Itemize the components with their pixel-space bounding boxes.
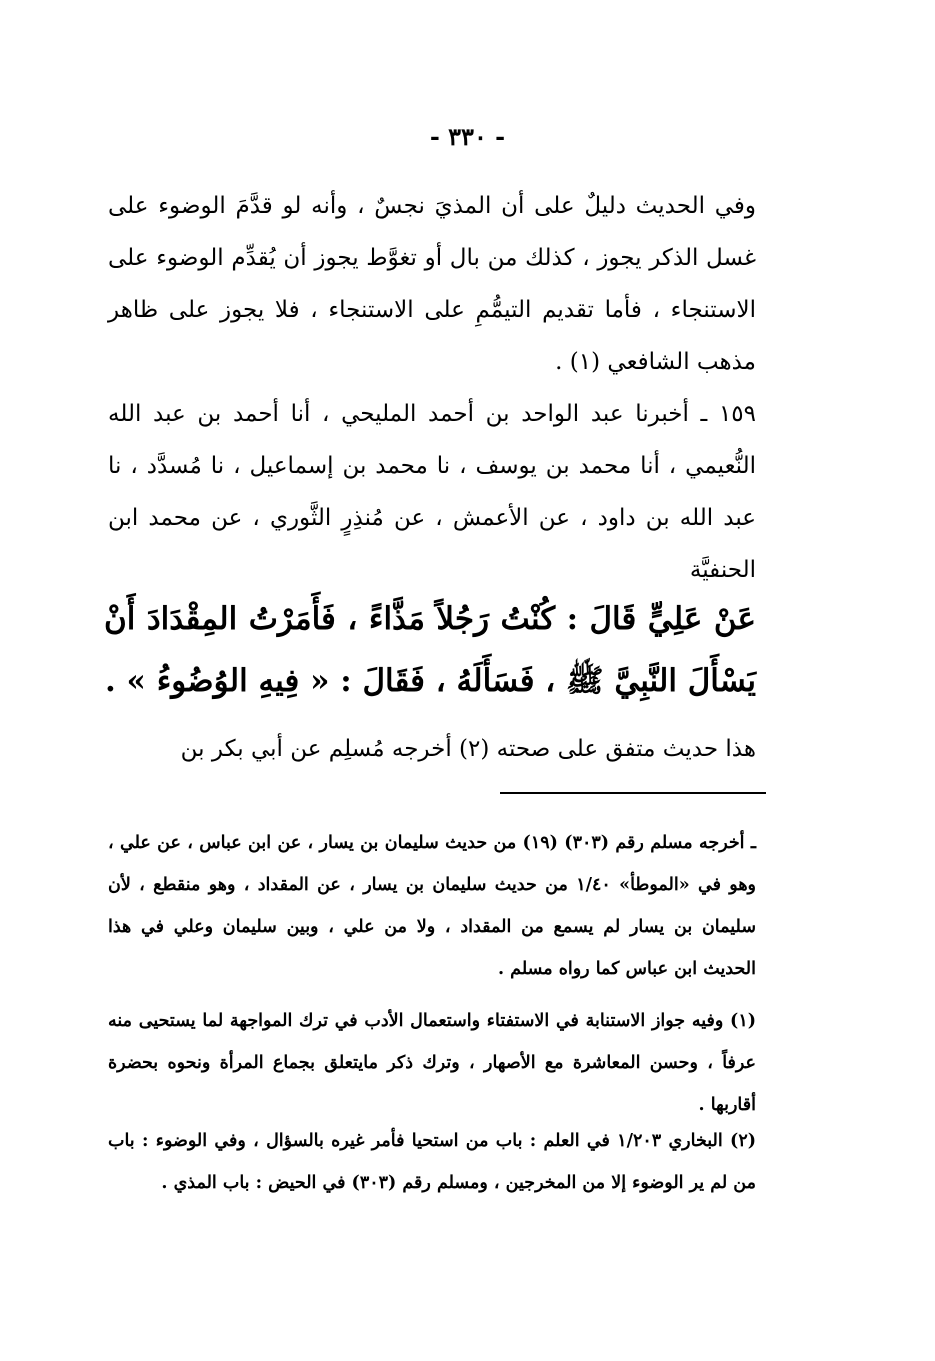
footnote-separator [500,792,766,794]
page-number: - ٣٣٠ - [429,122,506,151]
footnote-hadith-source: ـ أخرجه مسلم رقم (٣٠٣) (١٩) من حديث سليمان بن يسار ، عن ابن عباس ، عن علي ، وهو في «الموطأ» ١/٤٠ من حديث سليمان بن يسار ، عن المقداد ، وهو منقطع ، لأن سليمان بن يسار لم يسمع من المقداد ، ولا من علي ، وبين سليمان وعلي في هذا الحديث ابن عباس كما رواه مسلم . [108,833,757,979]
footnote-1: (١) وفيه جواز الاستنابة في الاستفتاء واستعمال الأدب في ترك المواجهة لما يستحيى منه عرفاً ، وحسن المعاشرة مع الأصهار ، وترك ذكر مايتعلق بجماع المرأة ونحوه بحضرة أقاربها . [108,1011,756,1115]
hadith-text: عَنْ عَلِيٍّ قَالَ : كُنْتُ رَجُلاً مَذَّاءً ، فَأَمَرْتُ المِقْدَادَ أَنْ يَسْأَلَ النَّبِيَّ ﷺ ، فَسَأَلَهُ ، فَقَالَ : « فِيهِ الوُضُوءُ » . [104,601,756,699]
authentication-paragraph: هذا حديث متفق على صحته (٢) أخرجه مُسلِم عن أبي بكر بن [180,736,756,762]
hadith-chain-paragraph: ١٥٩ ـ أخبرنا عبد الواحد بن أحمد المليحي ، أنا أحمد بن عبد الله النُّعيمي ، أنا محمد بن يوسف ، نا محمد بن إسماعيل ، نا مُسدَّد ، نا عبد الله بن داود ، عن الأعمش ، عن مُنذِرٍ الثَّوري ، عن محمد ابن الحنفيَّة [108,401,756,583]
footnote-2: (٢) البخاري ١/٢٠٣ في العلم : باب من استحيا فأمر غيره بالسؤال ، وفي الوضوء : باب من لم ير الوضوء إلا من المخرجين ، ومسلم رقم (٣٠٣) في الحيض : باب المذي . [108,1131,757,1193]
commentary-paragraph: وفي الحديث دليلٌ على أن المذيَ نجسٌ ، وأنه لو قدَّمَ الوضوء على غسل الذكر يجوز ، كذلك من بال أو تغوَّط يجوز أن يُقدِّم الوضوء على الاستنجاء ، فأما تقديم التيمُّمِ على الاستنجاء ، فلا يجوز على ظاهر مذهب الشافعي (١) . [108,193,756,375]
